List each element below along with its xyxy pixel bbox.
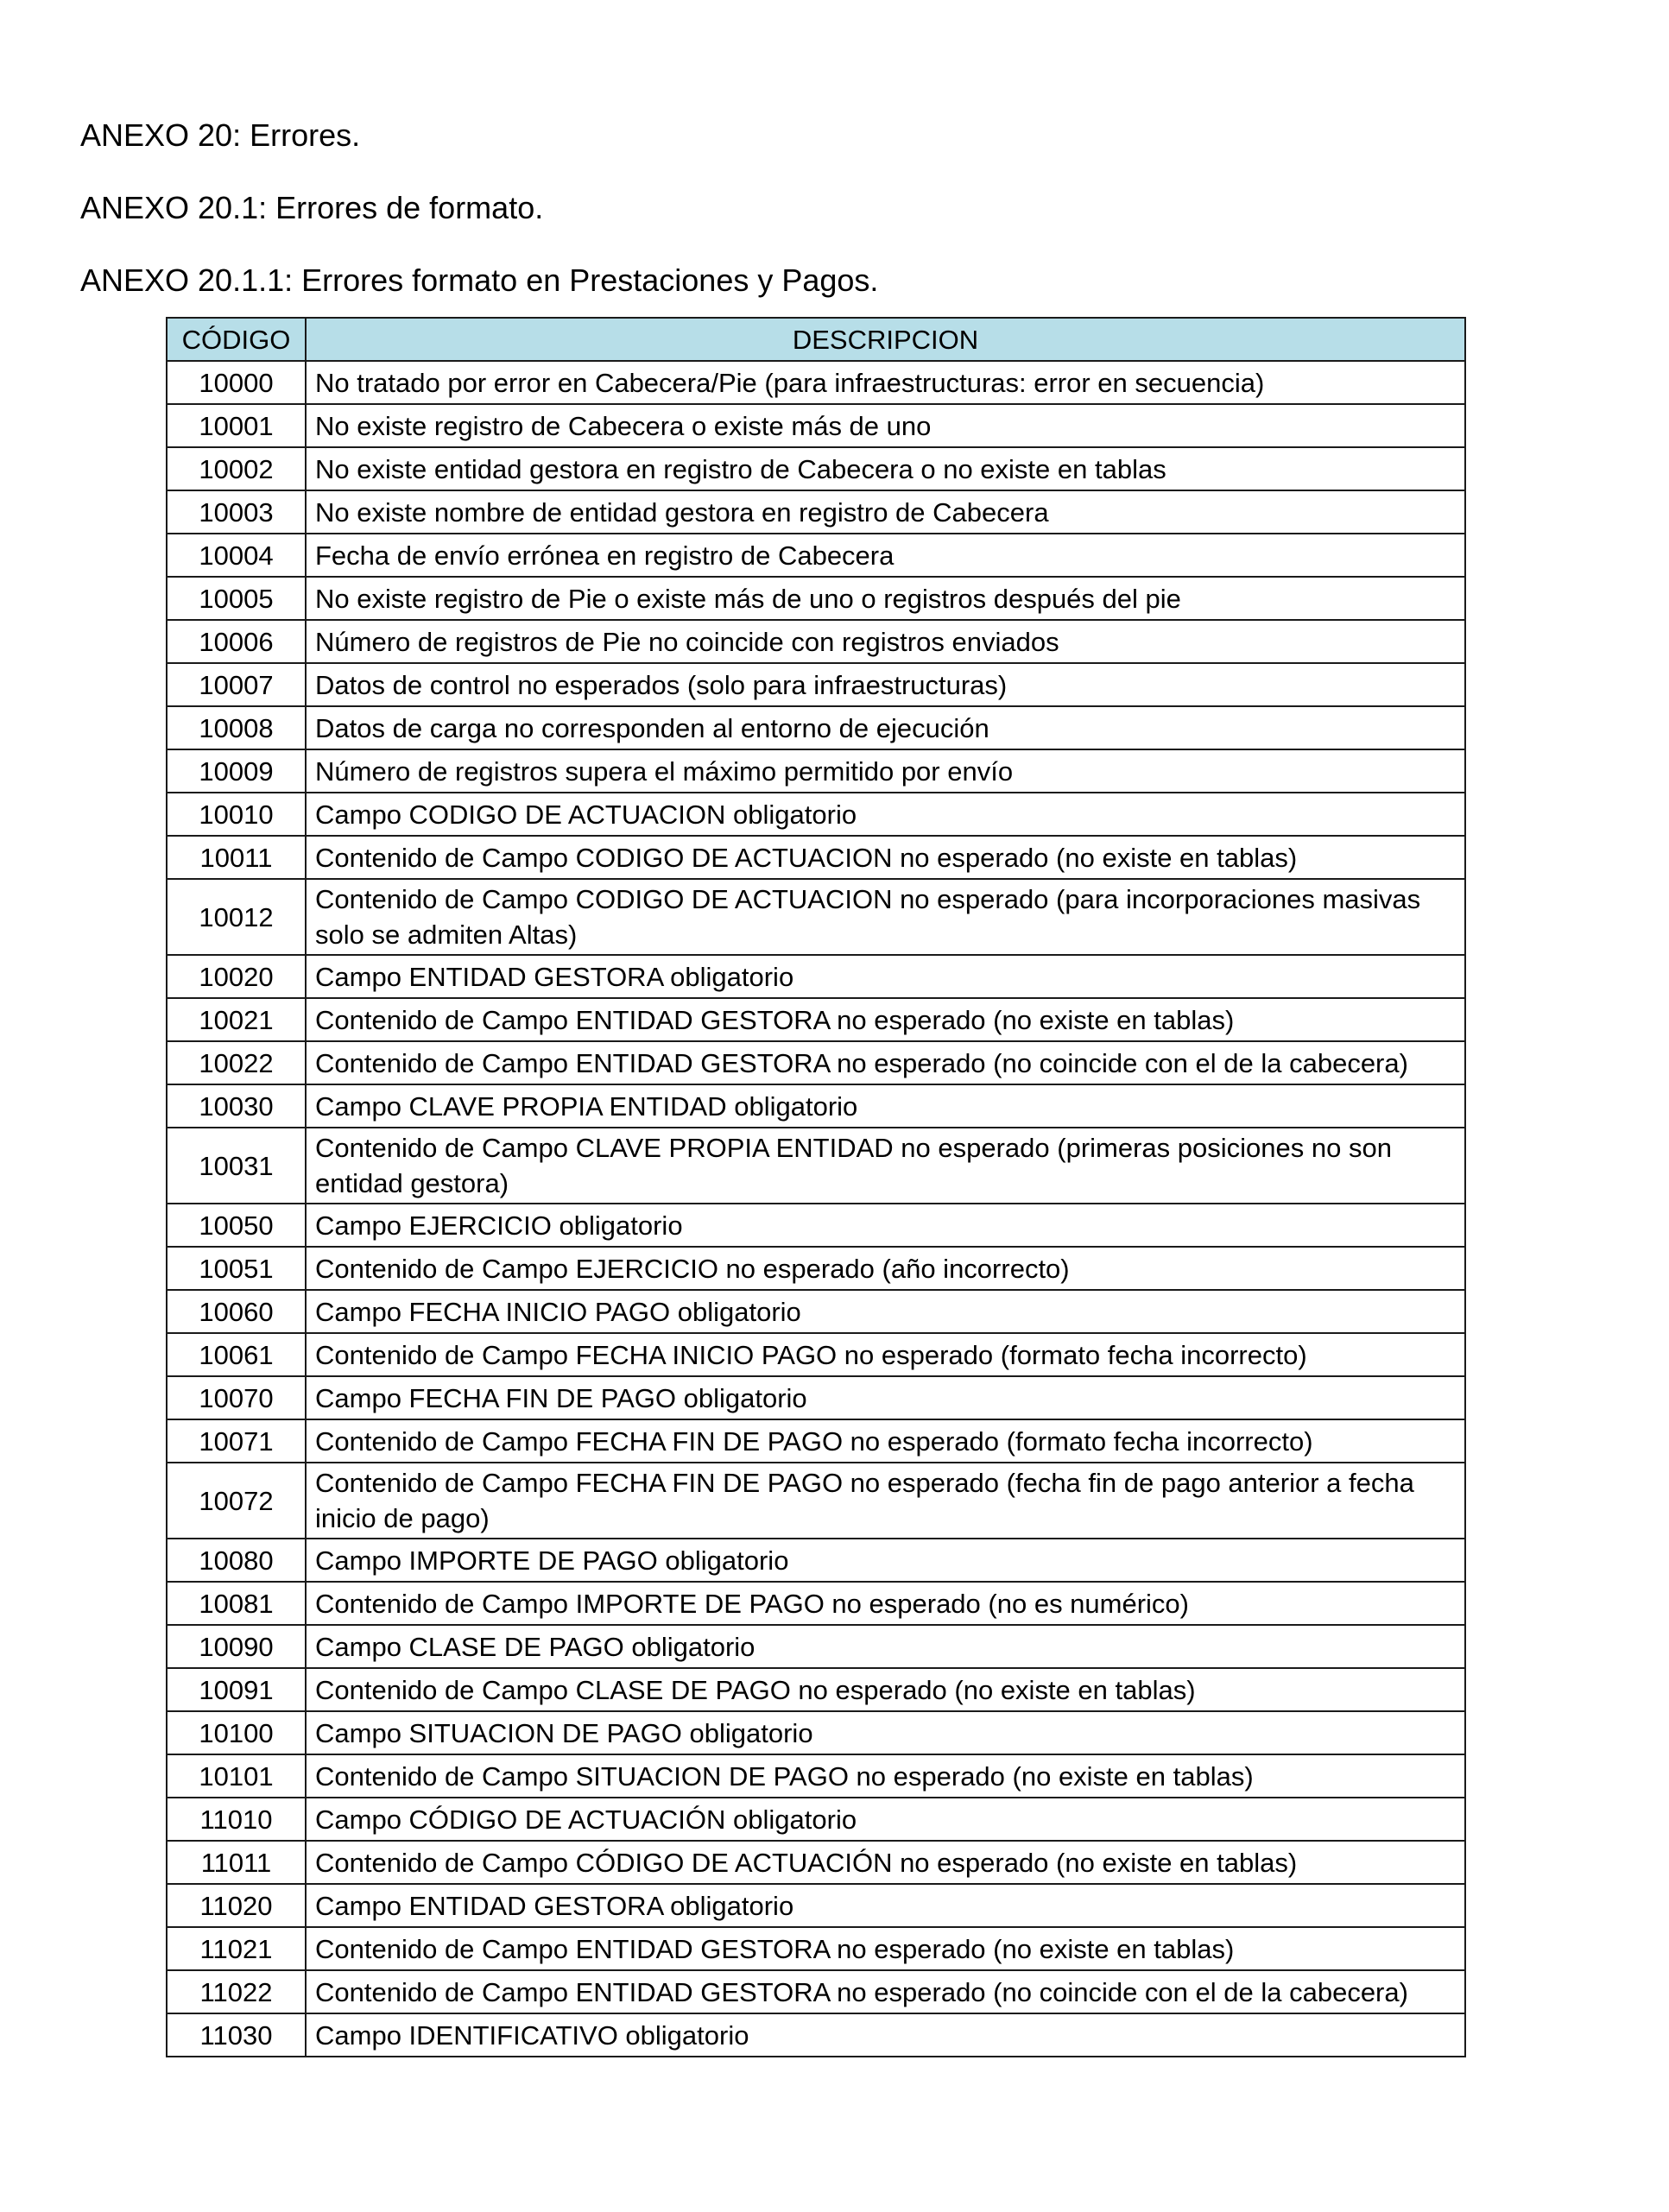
error-description: Fecha de envío errónea en registro de Cabecera [306,534,1465,577]
error-code: 10071 [167,1419,306,1463]
error-description: Campo ENTIDAD GESTORA obligatorio [306,1884,1465,1927]
error-description: Campo CLASE DE PAGO obligatorio [306,1625,1465,1668]
error-description: Campo CLAVE PROPIA ENTIDAD obligatorio [306,1084,1465,1128]
errors-table [166,317,1466,2057]
error-description: Contenido de Campo CLAVE PROPIA ENTIDAD no esperado (primeras posiciones no son entidad gestora) [306,1128,1465,1204]
table-row [167,2013,1465,2057]
error-code: 10070 [167,1376,306,1419]
table-row [167,1668,1465,1711]
error-code: 10080 [167,1539,306,1582]
error-description: Campo ENTIDAD GESTORA obligatorio [306,955,1465,998]
error-description: Campo CÓDIGO DE ACTUACIÓN obligatorio [306,1798,1465,1841]
table-row [167,1419,1465,1463]
table-row [167,1841,1465,1884]
error-description: Campo IDENTIFICATIVO obligatorio [306,2013,1465,2057]
error-code: 10012 [167,879,306,955]
table-row [167,1884,1465,1927]
error-description: Contenido de Campo EJERCICIO no esperado (año incorrecto) [306,1247,1465,1290]
error-code: 10072 [167,1463,306,1539]
error-description: Número de registros supera el máximo permitido por envío [306,749,1465,793]
error-code: 10060 [167,1290,306,1333]
error-code: 10008 [167,706,306,749]
table-row [167,447,1465,490]
error-description: No existe registro de Cabecera o existe más de uno [306,404,1465,447]
error-code: 11030 [167,2013,306,2057]
table-row [167,1625,1465,1668]
table-row [167,534,1465,577]
error-code: 10091 [167,1668,306,1711]
table-row [167,1041,1465,1084]
table-row [167,998,1465,1041]
heading-anexo-20-1: ANEXO 20.1: Errores de formato. [80,190,544,225]
error-description: Campo CODIGO DE ACTUACION obligatorio [306,793,1465,836]
error-description: Contenido de Campo IMPORTE DE PAGO no esperado (no es numérico) [306,1582,1465,1625]
error-code: 11011 [167,1841,306,1884]
table-row [167,1711,1465,1754]
heading-anexo-20-1-1: ANEXO 20.1.1: Errores formato en Prestaciones y Pagos. [80,262,879,298]
table-row [167,1333,1465,1376]
table-row [167,706,1465,749]
table-row [167,1376,1465,1419]
error-description: Campo FECHA INICIO PAGO obligatorio [306,1290,1465,1333]
error-code: 10050 [167,1204,306,1247]
error-code: 10009 [167,749,306,793]
error-description: Campo SITUACION DE PAGO obligatorio [306,1711,1465,1754]
column-header-descripcion: DESCRIPCION [306,318,1465,361]
error-code: 10061 [167,1333,306,1376]
error-description: Contenido de Campo CLASE DE PAGO no esperado (no existe en tablas) [306,1668,1465,1711]
error-description: No tratado por error en Cabecera/Pie (para infraestructuras: error en secuencia) [306,361,1465,404]
table-row [167,1128,1465,1204]
error-code: 10100 [167,1711,306,1754]
error-description: Contenido de Campo FECHA FIN DE PAGO no esperado (fecha fin de pago anterior a fecha inicio de pago) [306,1463,1465,1539]
error-code: 11010 [167,1798,306,1841]
table-row [167,1927,1465,1970]
error-description: Campo EJERCICIO obligatorio [306,1204,1465,1247]
table-row [167,577,1465,620]
table-header-row [167,318,1465,361]
error-code: 10011 [167,836,306,879]
error-description: No existe entidad gestora en registro de Cabecera o no existe en tablas [306,447,1465,490]
error-code: 10007 [167,663,306,706]
table-body [167,361,1465,2057]
table-row [167,749,1465,793]
error-description: No existe nombre de entidad gestora en registro de Cabecera [306,490,1465,534]
error-code: 10000 [167,361,306,404]
table-row [167,836,1465,879]
table-row [167,620,1465,663]
error-description: Datos de carga no corresponden al entorno de ejecución [306,706,1465,749]
error-code: 11020 [167,1884,306,1927]
table-row [167,1247,1465,1290]
error-description: Número de registros de Pie no coincide con registros enviados [306,620,1465,663]
error-code: 10022 [167,1041,306,1084]
error-description: Contenido de Campo SITUACION DE PAGO no esperado (no existe en tablas) [306,1754,1465,1798]
error-code: 10005 [167,577,306,620]
error-code: 10081 [167,1582,306,1625]
error-code: 10003 [167,490,306,534]
table-row [167,1084,1465,1128]
error-code: 10031 [167,1128,306,1204]
error-code: 10020 [167,955,306,998]
error-code: 10002 [167,447,306,490]
table-row [167,490,1465,534]
error-code: 10006 [167,620,306,663]
table-row [167,404,1465,447]
error-description: Contenido de Campo FECHA INICIO PAGO no esperado (formato fecha incorrecto) [306,1333,1465,1376]
error-description: Contenido de Campo FECHA FIN DE PAGO no esperado (formato fecha incorrecto) [306,1419,1465,1463]
error-code: 10101 [167,1754,306,1798]
table-row [167,955,1465,998]
heading-anexo-20: ANEXO 20: Errores. [80,117,361,153]
table-row [167,1754,1465,1798]
error-code: 10004 [167,534,306,577]
error-description: Contenido de Campo ENTIDAD GESTORA no esperado (no existe en tablas) [306,998,1465,1041]
error-code: 11021 [167,1927,306,1970]
error-code: 10001 [167,404,306,447]
error-description: Contenido de Campo CÓDIGO DE ACTUACIÓN no esperado (no existe en tablas) [306,1841,1465,1884]
error-code: 10010 [167,793,306,836]
table-row [167,1539,1465,1582]
error-code: 10021 [167,998,306,1041]
error-description: Contenido de Campo ENTIDAD GESTORA no esperado (no coincide con el de la cabecera) [306,1970,1465,2013]
error-code: 10030 [167,1084,306,1128]
error-description: Contenido de Campo ENTIDAD GESTORA no esperado (no coincide con el de la cabecera) [306,1041,1465,1084]
column-header-codigo: CÓDIGO [167,318,306,361]
error-description: Contenido de Campo CODIGO DE ACTUACION no esperado (para incorporaciones masivas solo se admiten Altas) [306,879,1465,955]
error-description: Contenido de Campo ENTIDAD GESTORA no esperado (no existe en tablas) [306,1927,1465,1970]
table-row [167,361,1465,404]
error-code: 11022 [167,1970,306,2013]
table-row [167,1290,1465,1333]
table-row [167,793,1465,836]
error-description: Datos de control no esperados (solo para infraestructuras) [306,663,1465,706]
table-row [167,879,1465,955]
error-code: 10051 [167,1247,306,1290]
error-description: No existe registro de Pie o existe más de uno o registros después del pie [306,577,1465,620]
error-description: Campo FECHA FIN DE PAGO obligatorio [306,1376,1465,1419]
table-row [167,663,1465,706]
error-description: Contenido de Campo CODIGO DE ACTUACION no esperado (no existe en tablas) [306,836,1465,879]
table-row [167,1970,1465,2013]
table-row [167,1204,1465,1247]
error-code: 10090 [167,1625,306,1668]
table-row [167,1582,1465,1625]
error-description: Campo IMPORTE DE PAGO obligatorio [306,1539,1465,1582]
table-row [167,1798,1465,1841]
table-row [167,1463,1465,1539]
